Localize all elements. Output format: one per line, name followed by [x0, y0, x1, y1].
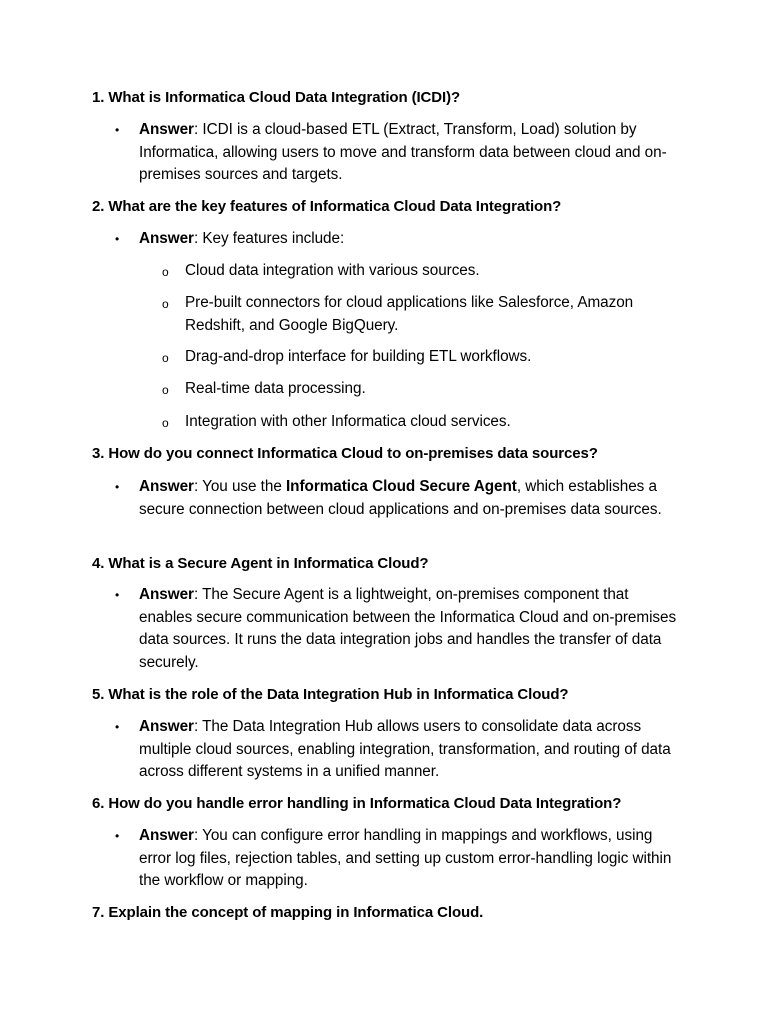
- answer-text: : The Secure Agent is a lightweight, on-premises component that enables secure communication between the Informatica Cloud and on-premises data sources. It runs the data integration jobs and handles the transfer of data securely.: [139, 586, 677, 671]
- answer-6: [139, 825, 679, 893]
- question-7: 7. Explain the concept of mapping in Informatica Cloud.: [92, 904, 484, 921]
- answer-label: Answer: [139, 121, 194, 138]
- bullet-5: •: [115, 720, 120, 734]
- feature-item-3: Drag-and-drop interface for building ETL workflows.: [185, 348, 532, 365]
- answer-1: [139, 119, 679, 187]
- sub-bullet: o: [162, 351, 169, 365]
- answer-4: [139, 584, 679, 674]
- question-2: 2. What are the key features of Informatica Cloud Data Integration?: [92, 198, 562, 215]
- feature-item-4: Real-time data processing.: [185, 380, 366, 397]
- answer-label: Answer: [139, 586, 194, 603]
- feature-item-1: Cloud data integration with various sources.: [185, 262, 480, 279]
- bullet-6: •: [115, 829, 120, 843]
- answer-label: Answer: [139, 718, 194, 735]
- question-4: 4. What is a Secure Agent in Informatica Cloud?: [92, 555, 429, 572]
- bullet-3: •: [115, 480, 120, 494]
- sub-bullet: o: [162, 383, 169, 397]
- answer-text: : ICDI is a cloud-based ETL (Extract, Transform, Load) solution by Informatica, allowing users to move and transform data between cloud and on-premises sources and targets.: [139, 121, 667, 184]
- sub-bullet: o: [162, 416, 169, 430]
- answer-text: : Key features include:: [193, 230, 345, 247]
- answer-5: [139, 716, 679, 784]
- answer-text-bold: Informatica Cloud Secure Agent: [285, 478, 517, 495]
- answer-2: [139, 228, 679, 251]
- answer-text-pre: : You use the: [193, 478, 286, 495]
- question-3: 3. How do you connect Informatica Cloud to on-premises data sources?: [92, 445, 598, 462]
- answer-text-post: , which establishes a secure connection between cloud applications and on-premises data sources.: [139, 478, 662, 518]
- answer-label: Answer: [139, 230, 194, 247]
- question-1: 1. What is Informatica Cloud Data Integration (ICDI)?: [92, 89, 461, 106]
- bullet-1: •: [115, 123, 120, 137]
- feature-item-5: Integration with other Informatica cloud services.: [185, 413, 511, 430]
- answer-text: : The Data Integration Hub allows users to consolidate data across multiple cloud sources, enabling integration, transformation, and routing of data across different systems in a unified manner.: [139, 718, 671, 781]
- sub-bullet: o: [162, 265, 169, 279]
- bullet-2: •: [115, 232, 120, 246]
- answer-label: Answer: [139, 827, 194, 844]
- question-5: 5. What is the role of the Data Integration Hub in Informatica Cloud?: [92, 686, 569, 703]
- sub-bullet: o: [162, 297, 169, 311]
- answer-label: Answer: [139, 478, 194, 495]
- answer-text: : You can configure error handling in mappings and workflows, using error log files, rejection tables, and setting up custom error-handling logic within the workflow or mapping.: [139, 827, 672, 890]
- question-6: 6. How do you handle error handling in Informatica Cloud Data Integration?: [92, 795, 622, 812]
- bullet-4: •: [115, 588, 120, 602]
- feature-item-2: Pre-built connectors for cloud applications like Salesforce, Amazon Redshift, and Google BigQuery.: [185, 294, 634, 334]
- answer-3: [139, 476, 679, 521]
